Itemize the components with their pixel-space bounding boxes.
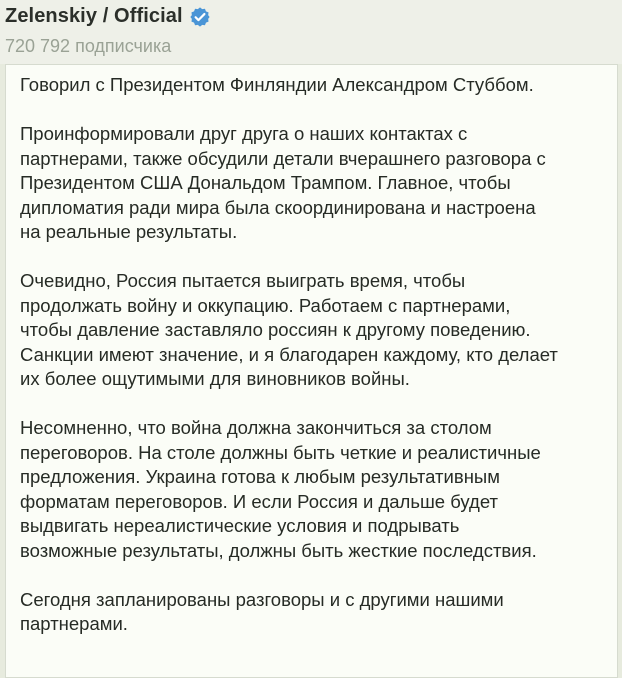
verified-badge-icon	[189, 6, 211, 28]
message-paragraph: Очевидно, Россия пытается выиграть время, чтобы продолжать войну и оккупацию. Работаем с партнерами, чтобы давление заставляло россиян к другому поведению. Санкции имеют значение, и я благодарен каждому, кто делает их более ощутимыми для виновников войны.	[20, 270, 558, 389]
message-paragraph: Проинформировали друг друга о наших контактах с партнерами, также обсудили детали вчерашнего разговора с Президентом США Дональдом Трампом. Главное, чтобы дипломатия ради мира была скоординирована и настроена на реальные результаты.	[20, 123, 546, 242]
channel-title-row	[5, 5, 211, 28]
message-bubble	[5, 64, 618, 678]
message-paragraph: Несомненно, что война должна закончиться за столом переговоров. На столе должны быть четкие и реалистичные предложения. Украина готова к любым результативным форматам переговоров. И если Россия и дальше будет выдвигать нереалистические условия и подрывать возможные результаты, должны быть жесткие последствия.	[20, 417, 541, 561]
message-paragraph: Говорил с Президентом Финляндии Александром Стуббом.	[20, 74, 534, 95]
channel-title[interactable]: Zelenskiy / Official	[5, 5, 183, 27]
message-text	[20, 73, 610, 637]
channel-header[interactable]	[0, 0, 622, 64]
message-paragraph: Сегодня запланированы разговоры и с другими нашими партнерами.	[20, 588, 504, 634]
subscriber-count: 720 792 подписчика	[5, 36, 172, 56]
